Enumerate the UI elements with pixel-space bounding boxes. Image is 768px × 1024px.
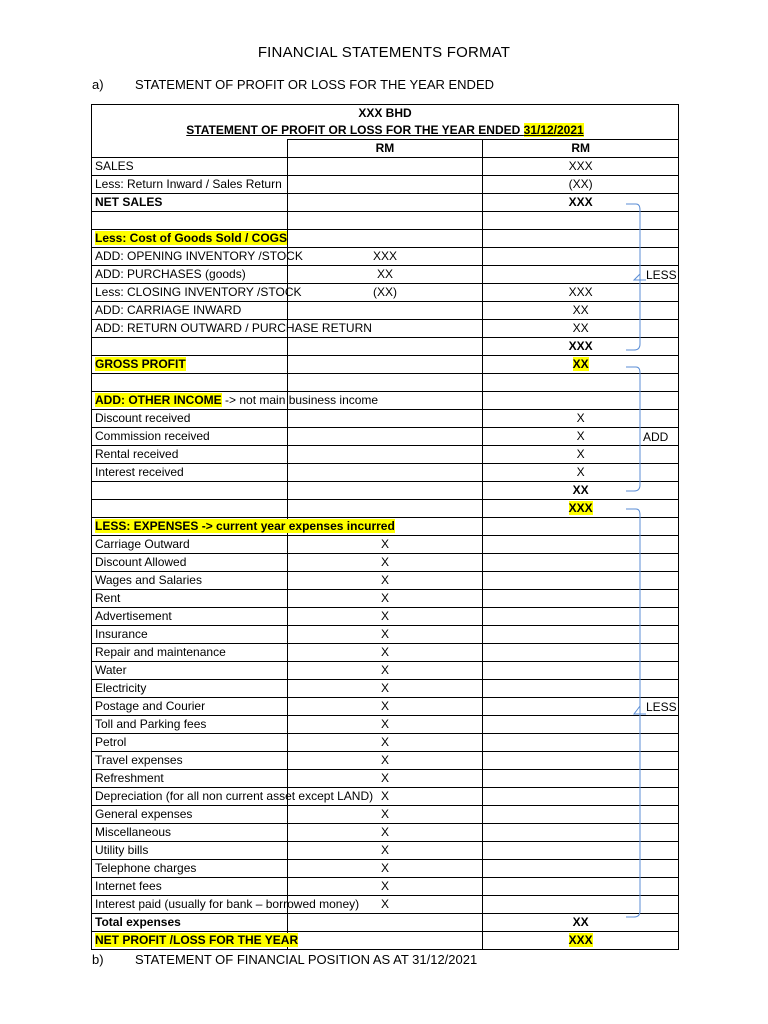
expense-name: Rent: [92, 590, 288, 608]
table-row: ADD: RETURN OUTWARD / PURCHASE RETURN XX: [92, 320, 679, 338]
expense-amount: X: [287, 590, 483, 608]
expense-name: Utility bills: [92, 842, 288, 860]
side-note-less-1: LESS: [646, 268, 677, 282]
expense-name: Telephone charges: [92, 860, 288, 878]
expense-name: Depreciation (for all non current asset except LAND): [92, 788, 288, 806]
expenses-heading: LESS: EXPENSES -> current year expenses incurred: [95, 519, 395, 533]
table-row: ADD: CARRIAGE INWARD XX: [92, 302, 679, 320]
expense-row: [92, 734, 679, 752]
expense-amount: X: [287, 626, 483, 644]
expense-row: [92, 752, 679, 770]
expense-amount: X: [287, 896, 483, 914]
expense-row: [92, 554, 679, 572]
other-income-heading: ADD: OTHER INCOME: [95, 393, 222, 407]
table-row: Total expenses XX: [92, 914, 679, 932]
net-profit-value: XXX: [568, 933, 593, 947]
table-row: ADD: PURCHASES (goods) XX: [92, 266, 679, 284]
expense-name: Advertisement: [92, 608, 288, 626]
expense-name: Interest paid (usually for bank – borrowed money): [92, 896, 288, 914]
expense-name: Travel expenses: [92, 752, 288, 770]
expense-amount: X: [287, 752, 483, 770]
expense-row: [92, 788, 679, 806]
expense-row: [92, 716, 679, 734]
statement-title: STATEMENT OF PROFIT OR LOSS FOR THE YEAR ENDED: [186, 123, 524, 137]
gross-profit-value: XX: [572, 357, 589, 371]
other-income-note: -> not main business income: [221, 393, 379, 407]
section-b-letter: b): [92, 952, 104, 967]
table-row: [92, 356, 679, 374]
expense-name: General expenses: [92, 806, 288, 824]
expense-row: [92, 698, 679, 716]
table-header-company: [92, 105, 679, 123]
expense-amount: X: [287, 680, 483, 698]
expense-amount: X: [287, 644, 483, 662]
table-row: [92, 392, 679, 410]
expense-amount: X: [287, 878, 483, 896]
table-row: Discount received X: [92, 410, 679, 428]
expense-amount: X: [287, 608, 483, 626]
table-row: [92, 518, 679, 536]
document-title: FINANCIAL STATEMENTS FORMAT: [257, 44, 511, 61]
expense-amount: X: [287, 842, 483, 860]
section-a-heading: STATEMENT OF PROFIT OR LOSS FOR THE YEAR ENDED: [135, 77, 494, 92]
expense-row: [92, 824, 679, 842]
expense-row: [92, 842, 679, 860]
expense-row: [92, 878, 679, 896]
table-row: XX: [92, 482, 679, 500]
expense-amount: X: [287, 536, 483, 554]
col2-header: RM: [287, 140, 483, 158]
expense-row: [92, 896, 679, 914]
expense-row: [92, 860, 679, 878]
expense-amount: X: [287, 698, 483, 716]
section-b-heading: STATEMENT OF FINANCIAL POSITION AS AT 31/12/2021: [135, 952, 478, 967]
expense-row: [92, 662, 679, 680]
expense-list: [92, 536, 679, 914]
expense-name: Internet fees: [92, 878, 288, 896]
column-header-row: [92, 140, 679, 158]
expense-amount: X: [287, 554, 483, 572]
expense-name: Water: [92, 662, 288, 680]
table-row: [92, 212, 679, 230]
table-row: ADD: OPENING INVENTORY /STOCK XXX: [92, 248, 679, 266]
expense-row: [92, 770, 679, 788]
expense-amount: X: [287, 770, 483, 788]
table-row: [92, 500, 679, 518]
side-note-less-2: LESS: [646, 700, 677, 714]
after-income-value: XXX: [568, 501, 593, 515]
expense-name: Insurance: [92, 626, 288, 644]
expense-amount: X: [287, 716, 483, 734]
expense-amount: X: [287, 806, 483, 824]
expense-row: [92, 536, 679, 554]
expense-name: Repair and maintenance: [92, 644, 288, 662]
cogs-heading: Less: Cost of Goods Sold / COGS: [95, 231, 288, 245]
net-profit-label: NET PROFIT /LOSS FOR THE YEAR: [95, 933, 299, 947]
expense-row: [92, 590, 679, 608]
expense-name: Refreshment: [92, 770, 288, 788]
statement-date: 31/12/2021: [523, 123, 584, 137]
company-name: XXX BHD: [358, 106, 412, 120]
expense-name: Carriage Outward: [92, 536, 288, 554]
profit-loss-table: [91, 104, 679, 950]
expense-amount: X: [287, 860, 483, 878]
section-a-letter: a): [92, 77, 104, 92]
expense-name: Wages and Salaries: [92, 572, 288, 590]
expense-row: [92, 608, 679, 626]
expense-name: Discount Allowed: [92, 554, 288, 572]
expense-amount: X: [287, 734, 483, 752]
table-row: [92, 932, 679, 950]
col3-header: RM: [483, 140, 679, 158]
expense-row: [92, 644, 679, 662]
expense-name: Petrol: [92, 734, 288, 752]
expense-name: Toll and Parking fees: [92, 716, 288, 734]
expense-row: [92, 626, 679, 644]
table-header-statement: [92, 122, 679, 140]
expense-amount: X: [287, 788, 483, 806]
table-row: XXX: [92, 338, 679, 356]
expense-row: [92, 572, 679, 590]
expense-name: Electricity: [92, 680, 288, 698]
expense-name: Postage and Courier: [92, 698, 288, 716]
table-row: NET SALES XXX: [92, 194, 679, 212]
expense-amount: X: [287, 824, 483, 842]
side-note-add: ADD: [643, 430, 669, 444]
expense-name: Miscellaneous: [92, 824, 288, 842]
table-row: [92, 230, 679, 248]
expense-amount: X: [287, 662, 483, 680]
expense-amount: X: [287, 572, 483, 590]
table-row: Rental received X: [92, 446, 679, 464]
table-row: Commission received X: [92, 428, 679, 446]
table-row: Less: CLOSING INVENTORY /STOCK (XX) XXX: [92, 284, 679, 302]
gross-profit-label: GROSS PROFIT: [95, 357, 186, 371]
expense-row: [92, 806, 679, 824]
table-row: [92, 374, 679, 392]
table-row: Less: Return Inward / Sales Return (XX): [92, 176, 679, 194]
table-row: SALES XXX: [92, 158, 679, 176]
table-row: Interest received X: [92, 464, 679, 482]
expense-row: [92, 680, 679, 698]
